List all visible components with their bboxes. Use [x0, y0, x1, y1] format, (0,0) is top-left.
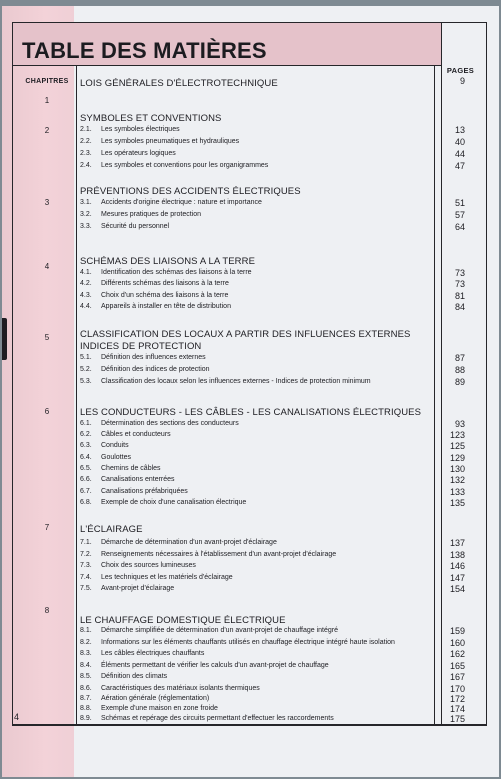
entry-page-number: 88 [454, 365, 465, 375]
entry-text: Les symboles et conventions pour les organigrammes [101, 162, 269, 169]
entry-number: 3.2. [80, 211, 92, 218]
entry-text: Éléments permettant de vérifier les calculs d'un avant-projet de chauffage [101, 662, 329, 669]
chapter-title: PRÉVENTIONS DES ACCIDENTS ÉLECTRIQUES [80, 186, 301, 197]
chapter-title: SCHÉMAS DES LIAISONS A LA TERRE [80, 256, 256, 267]
entry-page-number: 132 [449, 475, 465, 485]
document-page [2, 6, 499, 777]
entry-text: Choix des sources lumineuses [101, 562, 196, 569]
entry-page-number: 87 [454, 353, 465, 363]
entry-text: Choix d'un schéma des liaisons à la terre [101, 292, 229, 299]
entry-text: Les symboles pneumatiques et hydrauliques [101, 138, 240, 145]
entry-page-number: 47 [454, 161, 465, 171]
chapter-number: 7 [44, 523, 50, 532]
entry-page-number: 147 [449, 573, 465, 583]
entry-page-number: 172 [449, 694, 465, 704]
entry-number: 6.7. [80, 488, 92, 495]
entry-page-number: 146 [449, 561, 465, 571]
entry-number: 8.1. [80, 627, 92, 634]
chapter-number: 5 [44, 333, 50, 342]
entry-text: Exemple d'une maison en zone froide [101, 705, 218, 712]
entry-text: Démarche simplifiée de détermination d'un avant-projet de chauffage intégré [101, 627, 339, 634]
entry-number: 8.9. [80, 715, 92, 722]
chapter-title-line-2: INDICES DE PROTECTION [80, 341, 202, 352]
toc-entry [80, 476, 175, 483]
entry-text: Définition des climats [101, 673, 168, 680]
entry-number: 8.6. [80, 685, 92, 692]
entry-text: Avant-projet d'éclairage [101, 585, 175, 592]
entry-page-number: 73 [454, 268, 465, 278]
entry-number: 8.4. [80, 662, 92, 669]
toc-entry [80, 499, 246, 506]
entry-page-number: 40 [454, 137, 465, 147]
toc-entry [80, 551, 336, 558]
toc-entry [80, 280, 229, 287]
entry-text: Accidents d'origine électrique : nature et importance [101, 199, 262, 206]
entry-number: 8.7. [80, 695, 92, 702]
toc-entry [80, 269, 252, 276]
entry-number: 2.1. [80, 126, 92, 133]
entry-number: 7.3. [80, 562, 92, 569]
entry-page-number: 170 [449, 684, 465, 694]
entry-page-number: 125 [449, 441, 465, 451]
toc-entry [80, 465, 161, 472]
entry-number: 6.5. [80, 465, 92, 472]
toc-entry [80, 627, 338, 634]
entry-page-number: 93 [454, 419, 465, 429]
entry-number: 5.3. [80, 378, 92, 385]
entry-text: Chemins de câbles [101, 465, 161, 472]
toc-entry [80, 420, 239, 427]
entry-page-number: 160 [449, 638, 465, 648]
entry-number: 7.1. [80, 539, 92, 546]
entry-text: Différents schémas des liaisons à la terre [101, 280, 229, 287]
entry-number: 2.3. [80, 150, 92, 157]
toc-entry [80, 211, 201, 218]
entry-number: 7.2. [80, 551, 92, 558]
entry-number: 6.2. [80, 431, 92, 438]
entry-text: Mesures pratiques de protection [101, 211, 201, 218]
chapter-title: LE CHAUFFAGE DOMESTIQUE ÉLECTRIQUE [80, 615, 286, 626]
toc-entry [80, 488, 188, 495]
toc-entry [80, 685, 260, 692]
entry-number: 8.2. [80, 639, 92, 646]
entry-text: Renseignements nécessaires à l'établissement d'un avant-projet d'éclairage [101, 551, 337, 558]
toc-entry [80, 366, 210, 373]
toc-entry [80, 138, 239, 145]
toc-entry [80, 650, 204, 657]
toc-entry [80, 574, 233, 581]
entry-number: 6.6. [80, 476, 92, 483]
chapter-number: 8 [44, 606, 50, 615]
chapter-title: CLASSIFICATION DES LOCAUX A PARTIR DES INFLUENCES EXTERNES [80, 329, 411, 340]
entry-page-number: 167 [449, 672, 465, 682]
entry-text: Exemple de choix d'une canalisation électrique [101, 499, 247, 506]
toc-entry [80, 378, 371, 385]
entry-number: 2.4. [80, 162, 92, 169]
entry-text: Classification des locaux selon les influences externes - Indices de protection minimum [101, 378, 371, 385]
entry-page-number: 154 [449, 584, 465, 594]
entry-text: Caractéristiques des matériaux isolants thermiques [101, 685, 260, 692]
entry-text: Aération générale (réglementation) [101, 695, 210, 702]
entry-page-number: 123 [449, 430, 465, 440]
entry-text: Les symboles électriques [101, 126, 180, 133]
entry-page-number: 57 [454, 210, 465, 220]
toc-entry [80, 585, 174, 592]
chapters-column-header: CHAPITRES [25, 78, 69, 85]
entry-number: 7.5. [80, 585, 92, 592]
pages-column-header: PAGES [446, 66, 475, 75]
toc-entry [80, 223, 169, 230]
entry-page-number: 129 [449, 453, 465, 463]
entry-page-number: 64 [454, 222, 465, 232]
entry-text: Sécurité du personnel [101, 223, 170, 230]
entry-text: Schémas et repérage des circuits permettant d'effectuer les raccordements [101, 715, 334, 722]
toc-entry [80, 673, 167, 680]
toc-entry [80, 354, 206, 361]
toc-entry [80, 539, 277, 546]
entry-number: 6.3. [80, 442, 92, 449]
entry-number: 5.1. [80, 354, 92, 361]
entry-number: 4.2. [80, 280, 92, 287]
toc-entry [80, 162, 268, 169]
chapter-title: LOIS GÉNÉRALES D'ÉLECTROTECHNIQUE [80, 78, 278, 89]
toc-entry [80, 715, 334, 722]
entry-page-number: 165 [449, 661, 465, 671]
toc-entry [80, 303, 231, 310]
entry-number: 8.3. [80, 650, 92, 657]
entry-text: Conduits [101, 442, 129, 449]
entry-page-number: 89 [454, 377, 465, 387]
page-number: 4 [14, 712, 20, 722]
toc-entry [80, 562, 196, 569]
entry-number: 8.5. [80, 673, 92, 680]
pages-column-header-box [434, 22, 487, 66]
entry-page-number: 135 [449, 498, 465, 508]
entry-page-number: 81 [454, 291, 465, 301]
entry-number: 3.1. [80, 199, 92, 206]
entry-page-number: 137 [449, 538, 465, 548]
toc-entry [80, 199, 262, 206]
entry-text: Définition des influences externes [101, 354, 206, 361]
entry-page-number: 44 [454, 149, 465, 159]
entry-page-number: 162 [449, 649, 465, 659]
entry-number: 8.8. [80, 705, 92, 712]
table-bottom-rule [12, 724, 487, 726]
entry-number: 6.1. [80, 420, 92, 427]
entry-text: Les opérateurs logiques [101, 150, 176, 157]
chapter-number: 6 [44, 407, 50, 416]
entry-text: Câbles et conducteurs [101, 431, 171, 438]
chapter-number: 1 [44, 96, 50, 105]
toc-entry [80, 695, 209, 702]
entry-text: Les câbles électriques chauffants [101, 650, 205, 657]
chapter-title: SYMBOLES ET CONVENTIONS [80, 113, 222, 124]
entry-text: Détermination des sections des conducteurs [101, 420, 239, 427]
toc-entry [80, 431, 171, 438]
toc-entry [80, 639, 395, 646]
chapter-number: 3 [44, 198, 50, 207]
toc-entry [80, 292, 228, 299]
binder-clip [2, 318, 7, 360]
entry-number: 6.4. [80, 454, 92, 461]
entry-number: 3.3. [80, 223, 92, 230]
entry-page-number: 174 [449, 704, 465, 714]
entry-text: Canalisations enterrées [101, 476, 175, 483]
entry-text: Définition des indices de protection [101, 366, 210, 373]
toc-entry [80, 126, 180, 133]
entry-text: Appareils à installer en tête de distribution [101, 303, 231, 310]
entry-page-number: 138 [449, 550, 465, 560]
entry-page-number: 13 [454, 125, 465, 135]
entry-number: 6.8. [80, 499, 92, 506]
entry-number: 4.3. [80, 292, 92, 299]
entry-text: Canalisations préfabriquées [101, 488, 188, 495]
entry-page-number: 73 [454, 279, 465, 289]
entry-page-number: 159 [449, 626, 465, 636]
entry-number: 5.2. [80, 366, 92, 373]
chapter-page-number: 9 [459, 76, 465, 86]
entry-page-number: 84 [454, 302, 465, 312]
entry-page-number: 133 [449, 487, 465, 497]
toc-entry [80, 662, 329, 669]
entry-number: 2.2. [80, 138, 92, 145]
entry-number: 4.4. [80, 303, 92, 310]
chapter-title: LES CONDUCTEURS - LES CÂBLES - LES CANALISATIONS ÉLECTRIQUES [80, 407, 422, 418]
entry-text: Démarche de détermination d'un avant-projet d'éclairage [101, 539, 277, 546]
entry-text: Goulottes [101, 454, 131, 461]
chapter-number: 4 [44, 262, 50, 271]
entry-page-number: 130 [449, 464, 465, 474]
entry-number: 4.1. [80, 269, 92, 276]
toc-entry [80, 442, 129, 449]
toc-entry [80, 705, 218, 712]
toc-entry [80, 150, 176, 157]
toc-entry [80, 454, 131, 461]
entry-number: 7.4. [80, 574, 92, 581]
entry-text: Informations sur les éléments chauffants utilisés en chauffage électrique intégré haute isolation [101, 639, 395, 646]
entry-page-number: 51 [454, 198, 465, 208]
page-title: TABLE DES MATIÈRES [22, 38, 267, 63]
entry-text: Les techniques et les matériels d'éclairage [101, 574, 233, 581]
entry-text: Identification des schémas des liaisons à la terre [101, 269, 252, 276]
chapter-title: L'ÉCLAIRAGE [80, 524, 143, 535]
entry-page-number: 175 [449, 714, 465, 724]
chapters-column-rule [76, 66, 77, 724]
chapter-number: 2 [44, 126, 50, 135]
